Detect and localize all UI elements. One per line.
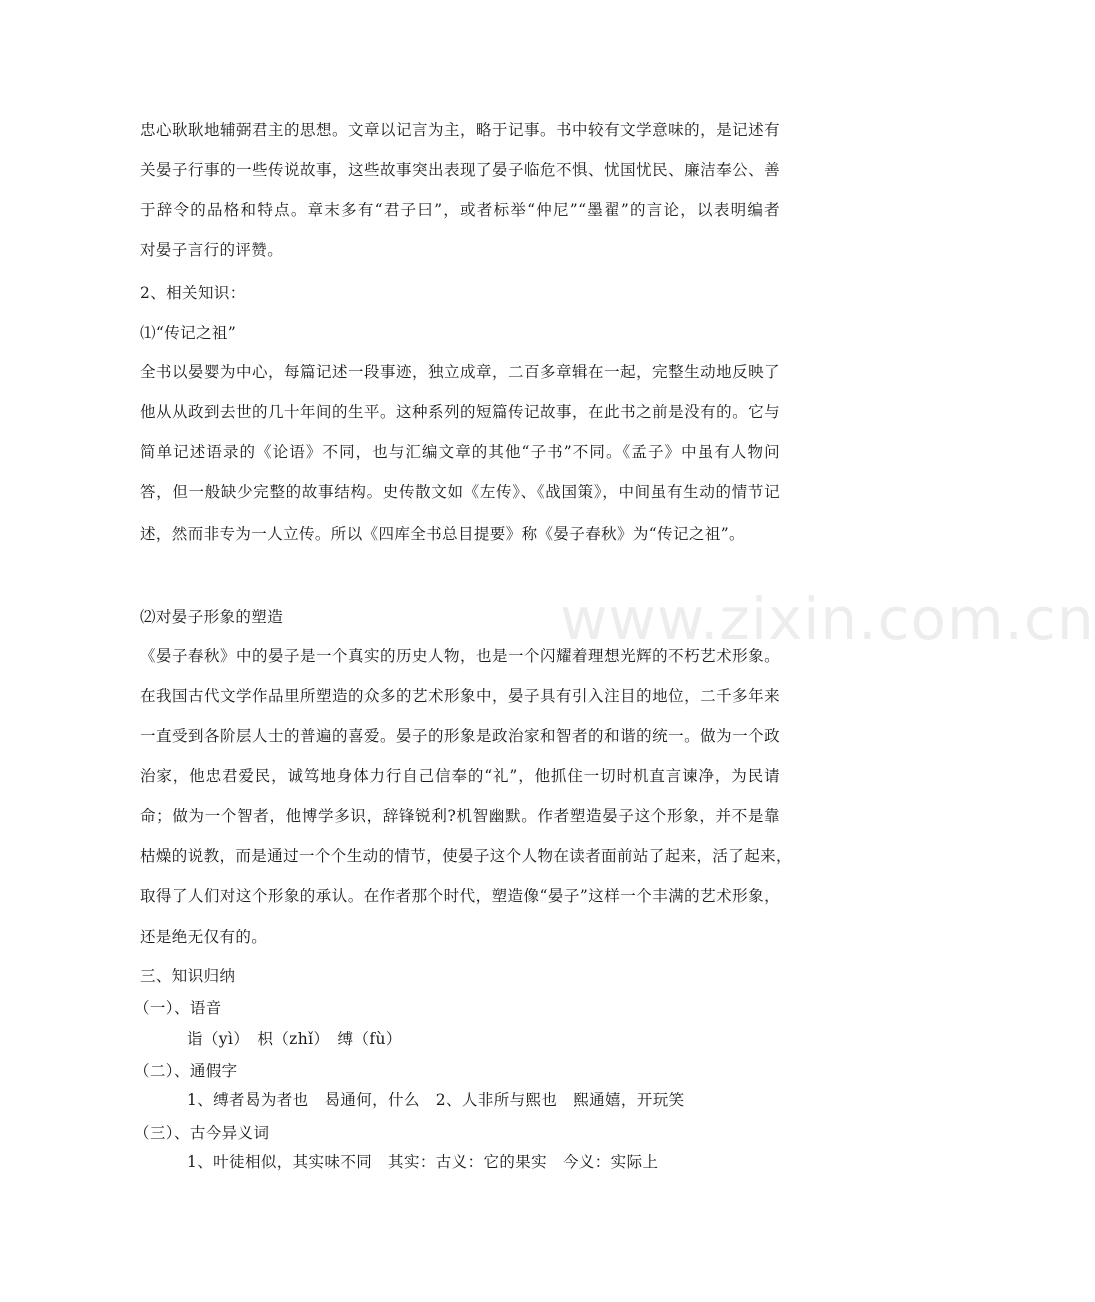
subsection-heading: （二）、通假字 [134, 1062, 238, 1080]
paragraph-line: 取得了人们对这个形象的承认。在作者那个时代，塑造像“晏子”这样一个丰满的艺术形象， [140, 887, 780, 905]
watermark: www.zixin.com.cn [560, 585, 1095, 653]
item-line: 1、缚者曷为者也 曷通何，什么 2、人非所与熙也 熙通嬉，开玩笑 [187, 1091, 685, 1109]
paragraph-line: 答，但一般缺少完整的故事结构。史传散文如《左传》、《战国策》，中间虽有生动的情节记 [140, 483, 780, 501]
paragraph-line: 简单记述语录的《论语》不同，也与汇编文章的其他“子书”不同。《孟子》中虽有人物问 [140, 443, 780, 461]
paragraph-line: 还是绝无仅有的。 [140, 928, 268, 946]
paragraph-line: 述，然而非专为一人立传。所以《四库全书总目提要》称《晏子春秋》为“传记之祖”。 [140, 525, 745, 543]
paragraph-line: 《晏子春秋》中的晏子是一个真实的历史人物，也是一个闪耀着理想光辉的不朽艺术形象。 [140, 647, 780, 665]
subsection-heading: （一）、语音 [134, 999, 222, 1017]
subsection-heading: ⑵对晏子形象的塑造 [140, 608, 284, 626]
subsection-heading: ⑴“传记之祖” [140, 324, 237, 342]
section-heading: 三、知识归纳 [140, 967, 236, 985]
paragraph-line: 关晏子行事的一些传说故事，这些故事突出表现了晏子临危不惧、忧国忧民、廉洁奉公、善 [140, 161, 780, 179]
item-line: 诣（yì） 枳（zhǐ） 缚（fù） [187, 1030, 402, 1048]
subsection-heading: （三）、古今异义词 [134, 1124, 270, 1142]
paragraph-line: 忠心耿耿地辅弼君主的思想。文章以记言为主，略于记事。书中较有文学意味的，是记述有 [140, 121, 780, 139]
paragraph-line: 在我国古代文学作品里所塑造的众多的艺术形象中，晏子具有引入注目的地位，二千多年来 [140, 687, 780, 705]
paragraph-line: 枯燥的说教，而是通过一个个生动的情节，使晏子这个人物在读者面前站了起来，活了起来， [140, 847, 792, 865]
item-line: 1、叶徒相似，其实味不同 其实：古义：它的果实 今义：实际上 [187, 1153, 659, 1171]
section-heading: 2、相关知识： [140, 284, 246, 302]
paragraph-line: 他从从政到去世的几十年间的生平。这种系列的短篇传记故事，在此书之前是没有的。它与 [140, 403, 780, 421]
paragraph-line: 命；做为一个智者，他博学多识，辞锋锐利?机智幽默。作者塑造晏子这个形象，并不是靠 [140, 807, 780, 825]
paragraph-line: 治家，他忠君爱民，诚笃地身体力行自己信奉的“礼”，他抓住一切时机直言谏净，为民请 [140, 767, 780, 785]
paragraph-line: 对晏子言行的评赞。 [140, 241, 284, 259]
paragraph-line: 全书以晏婴为中心，每篇记述一段事迹，独立成章，二百多章辑在一起，完整生动地反映了 [140, 363, 780, 381]
paragraph-line: 于辞令的品格和特点。章末多有“君子曰”，或者标举“仲尼”“墨翟”的言论，以表明编者 [140, 201, 780, 219]
paragraph-line: 一直受到各阶层人士的普遍的喜爱。晏子的形象是政治家和智者的和谐的统一。做为一个政 [140, 727, 780, 745]
